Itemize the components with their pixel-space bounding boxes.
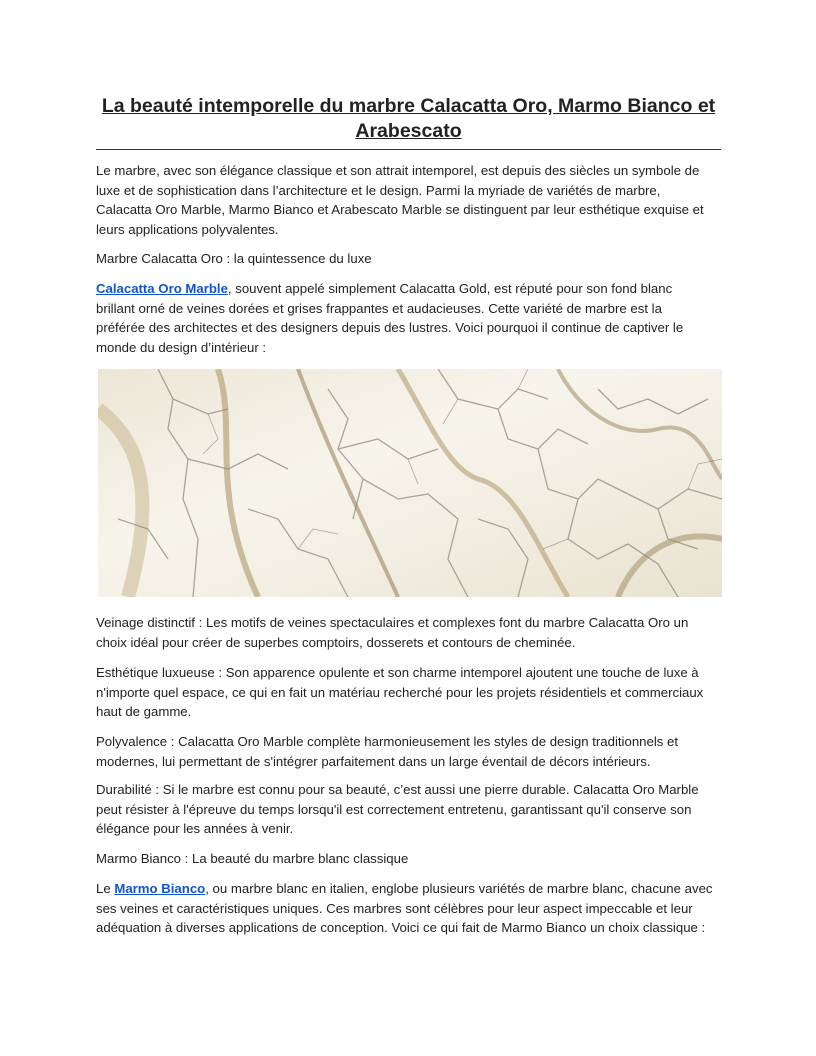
veinage-paragraph: Veinage distinctif : Les motifs de veines spectaculaires et complexes font du marbre Calacatta Oro un choix idéal pour créer de superbes comptoirs, dosserets et contours de cheminée. [96,615,689,650]
calacatta-oro-link[interactable]: Calacatta Oro Marble [96,281,228,296]
marmo-bianco-paragraph [96,879,721,938]
calacatta-marble-image [98,369,722,597]
calacatta-paragraph-text: , souvent appelé simplement Calacatta Gold, est réputé pour son fond blanc brillant orné de veines dorées et grises frappantes et audacieuses. Cette variété de marbre est la préférée des architectes et des designers depuis des lustres. Voici pourquoi il continue de captiver le monde du design d’intérieur : [96,281,684,355]
title-divider [96,149,721,150]
section-heading-calacatta: Marbre Calacatta Oro : la quintessence du luxe [96,251,372,266]
marmo-prefix: Le [96,881,115,896]
marmo-paragraph-text: , ou marbre blanc en italien, englobe plusieurs variétés de marbre blanc, chacune avec ses veines et caractéristiques uniques. Ces marbres sont célèbres pour leur aspect impeccable et leur adéquation à diverses applications de conception. Voici ce qui fait de Marmo Bianco un choix classique : [96,881,713,935]
durabilite-paragraph: Durabilité : Si le marbre est connu pour sa beauté, c’est aussi une pierre durable. Calacatta Oro Marble peut résister à l'épreuve du temps lorsqu'il est correctement entretenu, garantissant qu'il conserve son élégance pour les années à venir. [96,782,699,836]
marmo-bianco-link[interactable]: Marmo Bianco [114,881,206,896]
polyvalence-paragraph: Polyvalence : Calacatta Oro Marble complète harmonieusement les styles de design traditionnels et modernes, lui permettant de s'intégrer parfaitement dans un large éventail de décors intérieurs. [96,734,679,769]
calacatta-paragraph [96,279,721,357]
section-heading-marmo-bianco: Marmo Bianco : La beauté du marbre blanc classique [96,851,409,866]
title-line-2: Arabescato [355,119,462,142]
title-line-1: La beauté intemporelle du marbre Calacatta Oro, Marmo Bianco et [101,95,716,117]
page-title [96,94,721,143]
esthetique-paragraph: Esthétique luxueuse : Son apparence opulente et son charme intemporel ajoutent une touche de luxe à n'importe quel espace, ce qui en fait un matériau recherché pour les projets résidentiels et commerciaux haut de gamme. [96,665,704,719]
intro-paragraph: Le marbre, avec son élégance classique et son attrait intemporel, est depuis des siècles un symbole de luxe et de sophistication dans l’architecture et le design. Parmi la myriade de variétés de marbre, Calacatta Oro Marble, Marmo Bianco et Arabescato Marble se distinguent par leur esthétique exquise et leurs applications polyvalentes. [96,163,704,237]
